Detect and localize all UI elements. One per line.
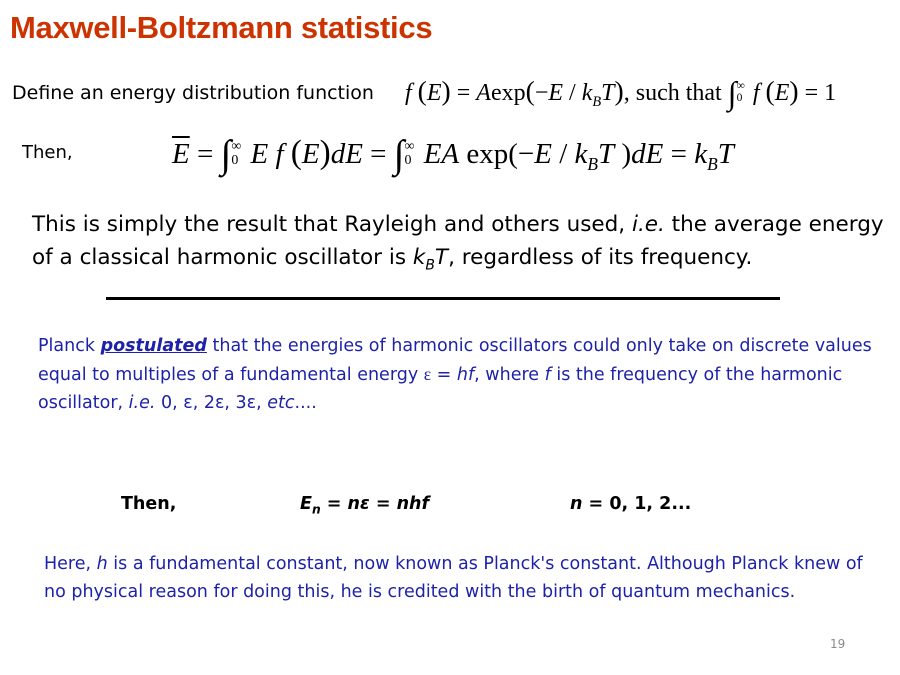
quantum-number-values: n = 0, 1, 2... xyxy=(570,494,692,514)
distribution-function-equation: f $(E) = Aexp(-E / k_BT)$, such that ∫∞ 0 f (E) = 1 xyxy=(405,75,837,112)
planck-constant-paragraph: Here, h is a fundamental constant, now known as Planck's constant. Although Planck knew of no physical reason for doing this, he is credited with the birth of quantum mechanics. xyxy=(44,554,863,602)
quantized-energy-equation: $E_n = n\varepsilon$ = nhf xyxy=(300,494,430,517)
planck-postulate-paragraph: Planck postulated that the energies of harmonic oscillators could only take on discrete values equal to multiples of a fundamental energy ε = hf, where f is the frequency of the harmonic oscillator, i.e. 0, ε, 2ε, 3ε, etc.... xyxy=(38,336,872,413)
section-divider xyxy=(106,297,780,300)
page-number: 19 xyxy=(830,637,846,651)
average-energy-equation: $\overline{E}$ = ∫∞ 0 E f (E)dE = ∫∞ 0 EA $\exp(-E / k_BT$ )$dE = k_BT$ xyxy=(172,133,734,176)
distribution-definition-text: Define an energy distribution function xyxy=(12,82,374,104)
then-label-2: Then, xyxy=(121,494,177,514)
slide-title: Maxwell-Boltzmann statistics xyxy=(10,10,433,45)
then-label-1: Then, xyxy=(22,142,73,163)
rayleigh-paragraph: This is simply the result that Rayleigh and others used, i.e. the average energy of a classical harmonic oscillator is $k_BT$, regardless of its frequency. xyxy=(32,212,884,274)
